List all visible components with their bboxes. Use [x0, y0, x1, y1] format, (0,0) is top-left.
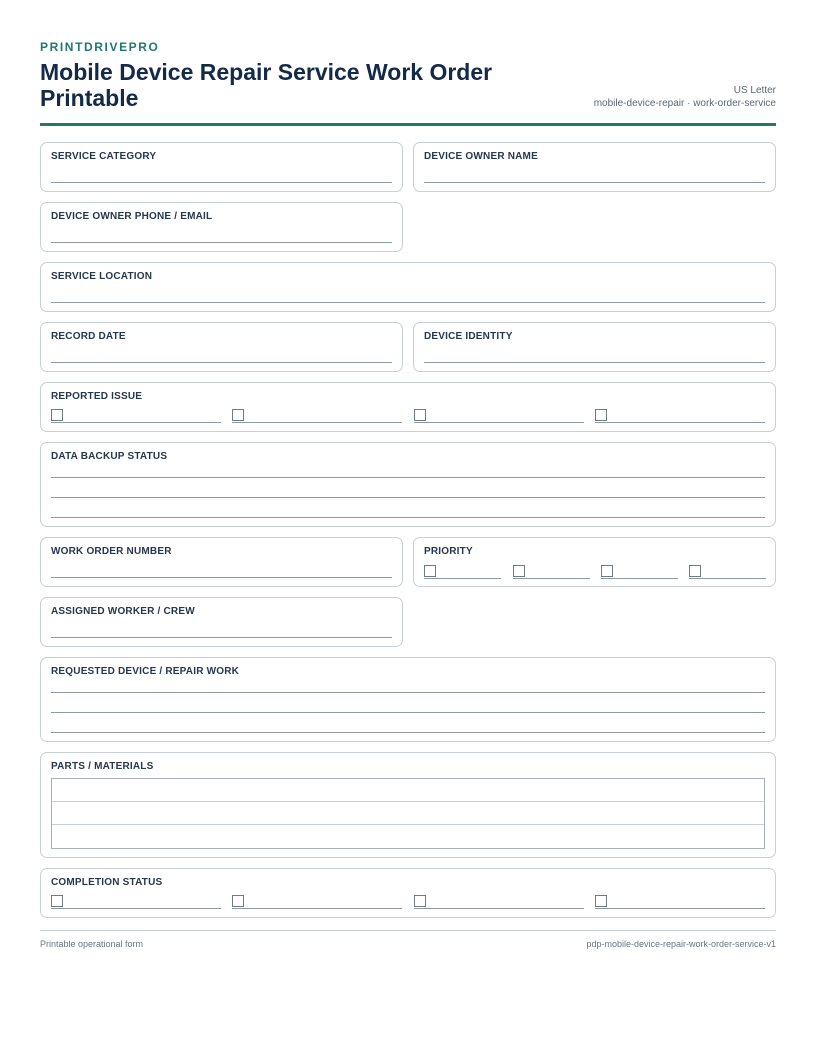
table-row[interactable] — [52, 825, 764, 848]
data-backup-line-1[interactable] — [51, 477, 765, 478]
completion-status-option-4[interactable] — [595, 895, 765, 908]
service-category-card — [40, 142, 403, 192]
footer-form-id: pdp-mobile-device-repair-work-order-service-v1 — [586, 939, 776, 949]
device-identity-label: DEVICE IDENTITY — [424, 331, 513, 342]
service-category-label: SERVICE CATEGORY — [51, 151, 157, 162]
form-tags: mobile-device-repair · work-order-service — [593, 98, 776, 109]
record-date-label: RECORD DATE — [51, 331, 126, 342]
checkbox[interactable] — [51, 895, 63, 907]
reported-issue-option-1[interactable] — [51, 409, 221, 422]
reported-issue-option-2[interactable] — [232, 409, 402, 422]
data-backup-status-label: DATA BACKUP STATUS — [51, 451, 168, 462]
table-row[interactable] — [52, 802, 764, 825]
reported-issue-option-3[interactable] — [414, 409, 584, 422]
service-location-card — [40, 262, 776, 312]
checkbox[interactable] — [424, 565, 436, 577]
page-title: Mobile Device Repair Service Work Order Printable — [40, 59, 493, 111]
device-owner-contact-input[interactable] — [51, 242, 392, 243]
footer-description: Printable operational form — [40, 939, 144, 949]
work-order-number-input[interactable] — [51, 577, 392, 578]
data-backup-line-2[interactable] — [51, 497, 765, 498]
checkbox[interactable] — [232, 895, 244, 907]
priority-option-3[interactable] — [601, 565, 678, 578]
completion-status-option-1[interactable] — [51, 895, 221, 908]
reported-issue-card — [40, 382, 776, 432]
checkbox[interactable] — [414, 409, 426, 421]
assigned-worker-label: ASSIGNED WORKER / CREW — [51, 606, 195, 617]
service-location-input[interactable] — [51, 302, 765, 303]
priority-option-1[interactable] — [424, 565, 501, 578]
parts-materials-table — [51, 778, 765, 849]
reported-issue-label: REPORTED ISSUE — [51, 391, 143, 402]
priority-option-2[interactable] — [513, 565, 590, 578]
priority-card — [413, 537, 776, 587]
work-order-number-label: WORK ORDER NUMBER — [51, 546, 172, 557]
checkbox[interactable] — [414, 895, 426, 907]
requested-work-line-3[interactable] — [51, 732, 765, 733]
brand-logo-text: PRINTDRIVEPRO — [40, 40, 160, 54]
paper-size: US Letter — [733, 85, 776, 96]
assigned-worker-input[interactable] — [51, 637, 392, 638]
requested-work-line-1[interactable] — [51, 692, 765, 693]
reported-issue-option-4[interactable] — [595, 409, 765, 422]
requested-work-label: REQUESTED DEVICE / REPAIR WORK — [51, 666, 240, 677]
device-owner-name-card — [413, 142, 776, 192]
checkbox[interactable] — [601, 565, 613, 577]
data-backup-status-card — [40, 442, 776, 527]
completion-status-option-2[interactable] — [232, 895, 402, 908]
completion-status-option-3[interactable] — [414, 895, 584, 908]
requested-work-card — [40, 657, 776, 742]
device-identity-input[interactable] — [424, 362, 765, 363]
priority-option-4[interactable] — [689, 565, 766, 578]
priority-label: PRIORITY — [424, 546, 473, 557]
service-category-input[interactable] — [51, 182, 392, 183]
completion-status-card — [40, 868, 776, 918]
checkbox[interactable] — [595, 409, 607, 421]
parts-materials-label: PARTS / MATERIALS — [51, 761, 154, 772]
checkbox[interactable] — [513, 565, 525, 577]
completion-status-label: COMPLETION STATUS — [51, 877, 163, 888]
table-row[interactable] — [52, 779, 764, 802]
form-meta — [594, 84, 776, 110]
parts-materials-card — [40, 752, 776, 858]
work-order-number-card — [40, 537, 403, 587]
requested-work-line-2[interactable] — [51, 712, 765, 713]
device-owner-contact-card — [40, 202, 403, 252]
checkbox[interactable] — [51, 409, 63, 421]
checkbox[interactable] — [595, 895, 607, 907]
device-owner-contact-label: DEVICE OWNER PHONE / EMAIL — [51, 211, 213, 222]
device-owner-name-input[interactable] — [424, 182, 765, 183]
form-footer — [40, 930, 776, 949]
device-identity-card — [413, 322, 776, 372]
service-location-label: SERVICE LOCATION — [51, 271, 153, 282]
checkbox[interactable] — [232, 409, 244, 421]
data-backup-line-3[interactable] — [51, 517, 765, 518]
device-owner-name-label: DEVICE OWNER NAME — [424, 151, 538, 162]
record-date-card — [40, 322, 403, 372]
assigned-worker-card — [40, 597, 403, 647]
work-order-page — [40, 40, 776, 126]
form-header — [40, 40, 776, 126]
checkbox[interactable] — [689, 565, 701, 577]
record-date-input[interactable] — [51, 362, 392, 363]
